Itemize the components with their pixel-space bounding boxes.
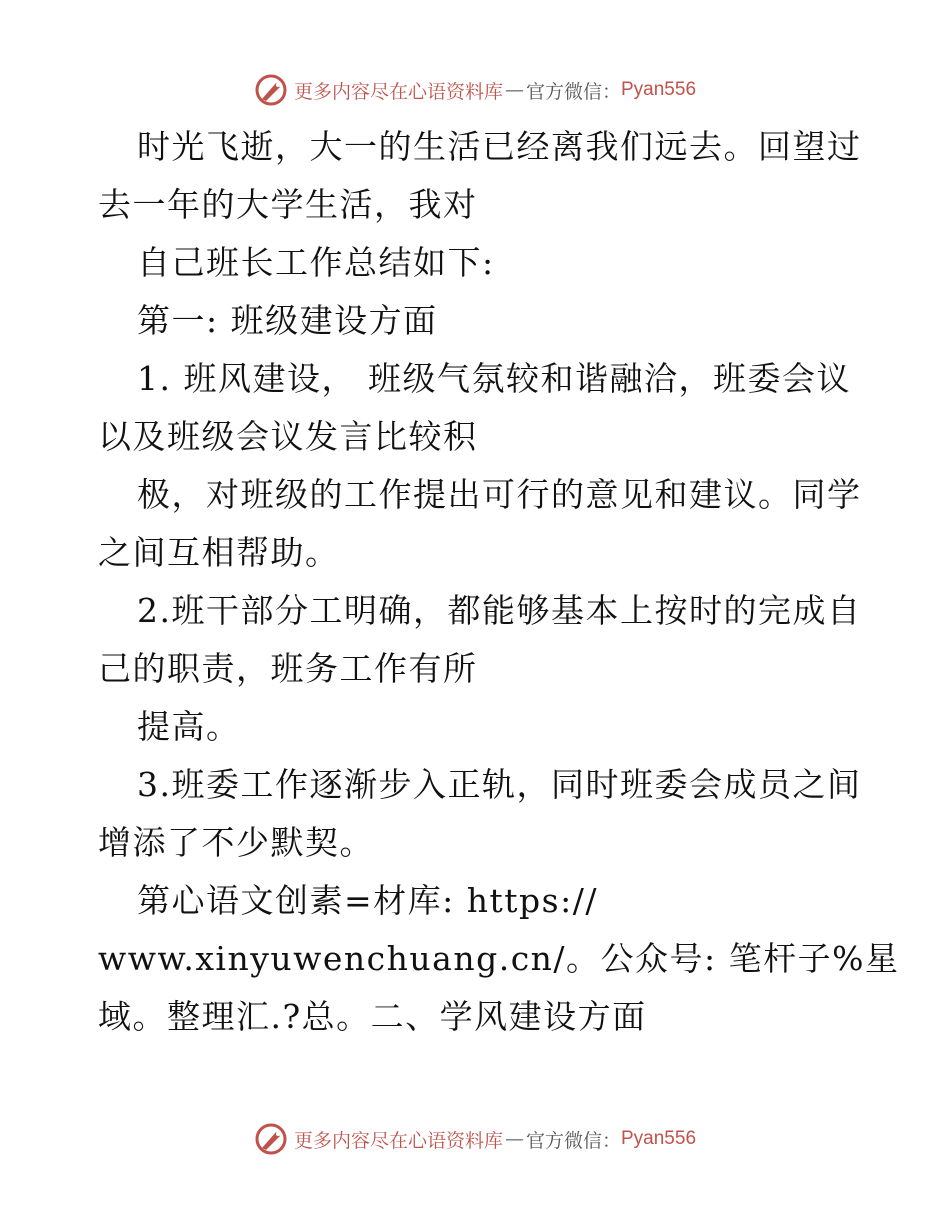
paragraph-line: 自己班长工作总结如下: <box>137 243 495 282</box>
paragraph-line: 1. 班风建设， 班级气氛较和谐融洽，班委会议 <box>137 359 851 398</box>
paragraph-line: 域。整理汇.?总。二、学风建设方面 <box>98 997 647 1036</box>
paragraph-line: 3.班委工作逐渐步入正轨，同时班委会成员之间 <box>137 765 862 804</box>
wechat-id: Pyan556 <box>621 1128 697 1149</box>
brand-separator: — <box>504 1128 524 1150</box>
paragraph-line: 提高。 <box>137 707 241 746</box>
paragraph-line: 2.班干部分工明确，都能够基本上按时的完成自 <box>137 591 862 630</box>
footer-watermark <box>0 1119 950 1159</box>
paragraph-line: 第心语文创素=材库: https:// <box>137 881 598 920</box>
pen-logo-icon <box>254 1122 288 1156</box>
header-watermark <box>0 70 950 110</box>
paragraph-line: 增添了不少默契。 <box>98 823 374 862</box>
section-heading: 第一: 班级建设方面 <box>137 301 438 340</box>
brand-text: 更多内容尽在心语资料库 <box>293 80 503 103</box>
paragraph-line: 极，对班级的工作提出可行的意见和建议。同学 <box>137 475 862 514</box>
paragraph-line: 去一年的大学生活，我对 <box>98 185 478 224</box>
paragraph-line: 时光飞逝，大一的生活已经离我们远去。回望过 <box>137 127 862 166</box>
paragraph-line: 己的职责，班务工作有所 <box>98 649 478 688</box>
paragraph-line: www.xinyuwenchuang.cn/。公众号: 笔杆子%星 <box>98 939 900 978</box>
wechat-id: Pyan556 <box>621 79 697 100</box>
brand-separator: — <box>504 79 524 101</box>
paragraph-line: 之间互相帮助。 <box>98 533 340 572</box>
pen-logo-icon <box>254 73 288 107</box>
paragraph-line: 以及班级会议发言比较积 <box>98 417 478 456</box>
brand-text: 更多内容尽在心语资料库 <box>293 1129 503 1152</box>
document-body <box>98 118 900 1046</box>
wechat-label: 官方微信： <box>525 1129 621 1152</box>
wechat-label: 官方微信： <box>525 80 621 103</box>
